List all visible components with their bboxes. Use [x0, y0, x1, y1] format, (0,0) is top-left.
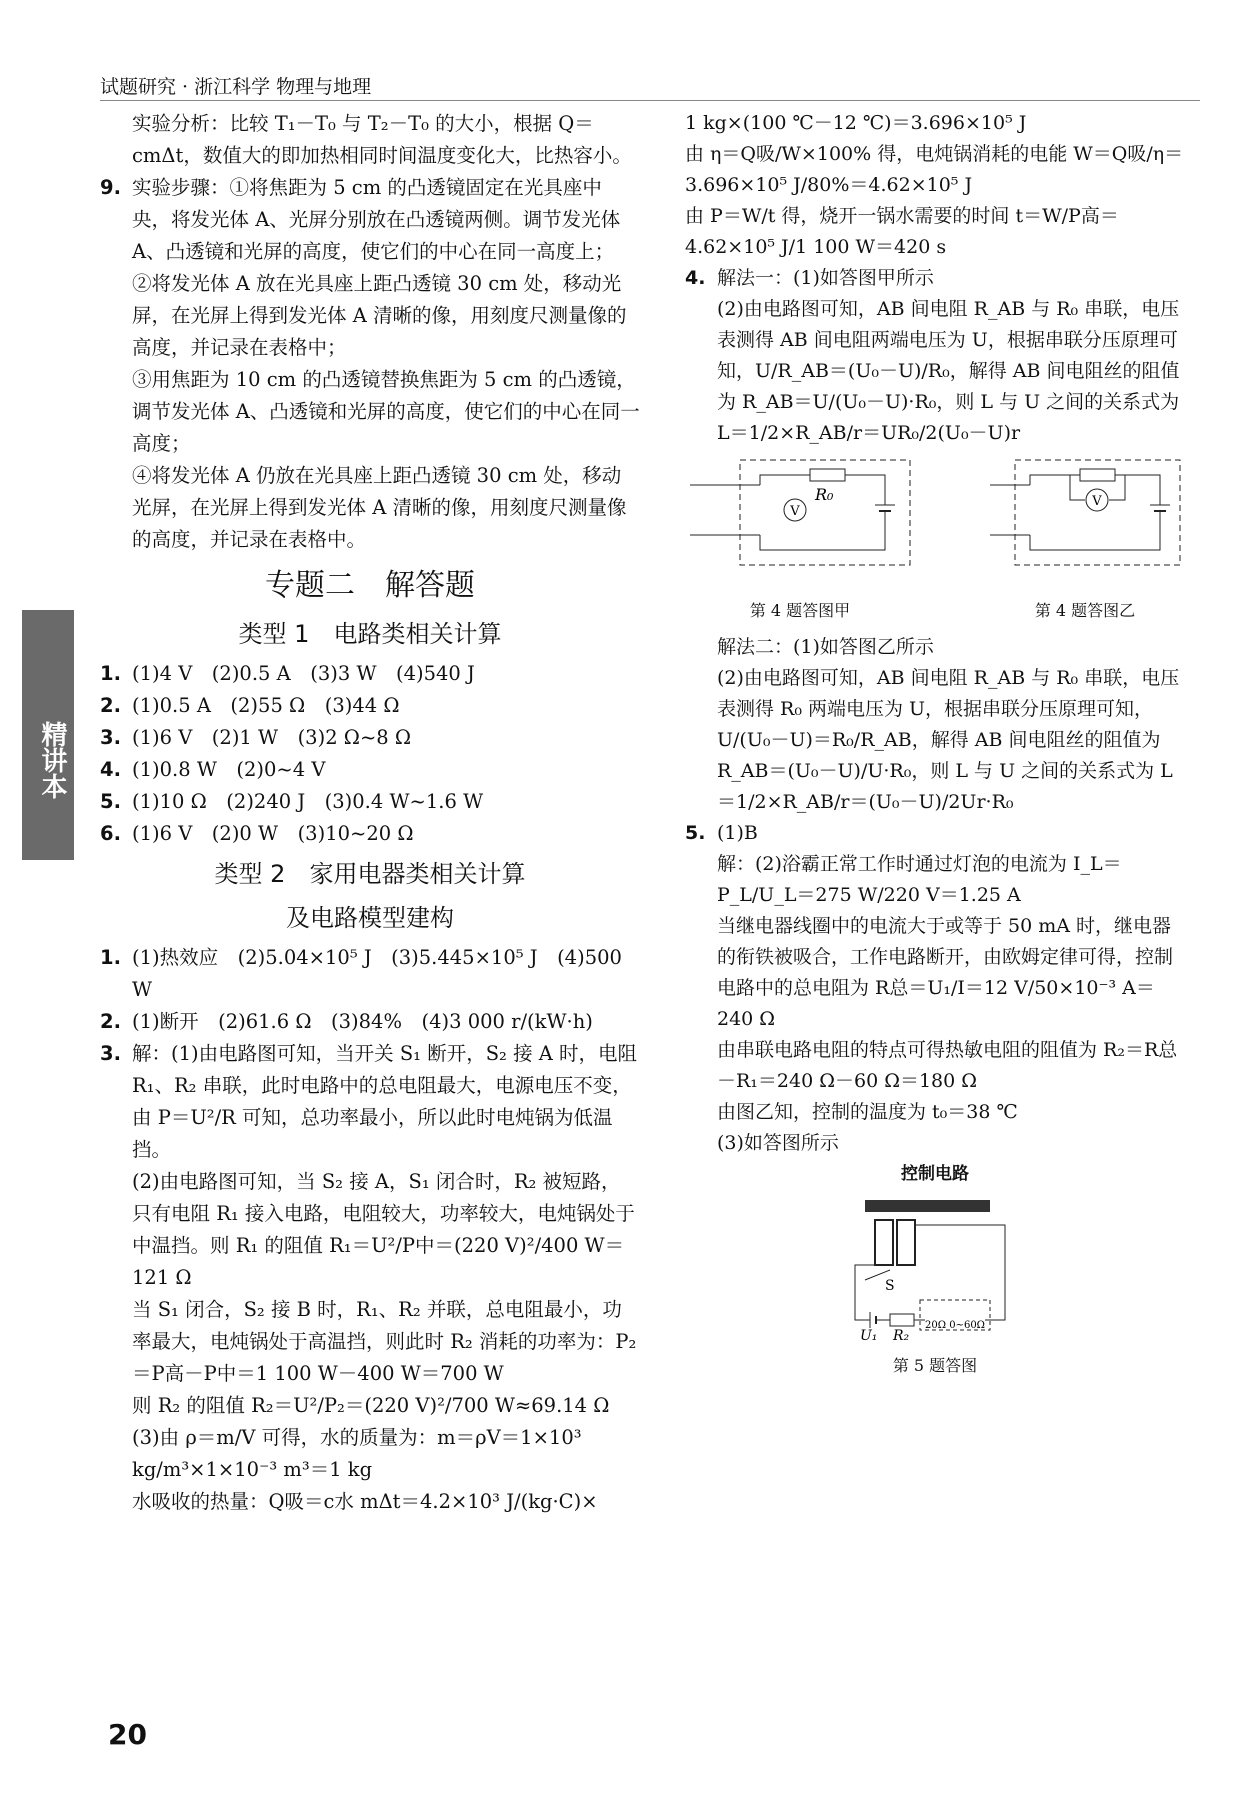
q9-line: ③用焦距为 10 cm 的凸透镜替换焦距为 5 cm 的凸透镜，调节发光体 A、凸透镜和光屏的高度，使它们的中心在同一高度；: [132, 368, 640, 455]
q3-line: 解：(1)由电路图可知，当开关 S₁ 断开，S₂ 接 A 时，电阻 R₁、R₂ 串联，此时电路中的总电阻最大，电源电压不变，由 P＝U²/R 可知，总功率最小，所以此时电炖锅为低温挡。: [132, 1042, 638, 1161]
item-text: (1)热效应 (2)5.04×10⁵ J (3)5.445×10⁵ J (4)500 W: [132, 946, 622, 1001]
coil: [897, 1220, 915, 1265]
wire: [1030, 511, 1160, 550]
cont-line: 由 P＝W/t 得，烧开一锅水需要的时间 t＝W/P高＝4.62×10⁵ J/1 100 W＝420 s: [685, 205, 1119, 258]
box-label: 20Ω 0~60Ω: [925, 1320, 985, 1331]
topic-heading: 专题二 解答题: [265, 568, 475, 603]
figure-5-caption: 第 5 题答图: [892, 1356, 978, 1375]
q5-line: 由串联电路电阻的特点可得热敏电阻的阻值为 R₂＝R总－R₁＝240 Ω－60 Ω＝180 Ω: [717, 1039, 1178, 1092]
question-4-method2: [685, 632, 1185, 818]
type2-heading: 类型 2 家用电器类相关计算: [214, 860, 526, 888]
q9-number: 9.: [100, 176, 121, 199]
item-number: 3.: [100, 726, 121, 749]
left-column: [100, 108, 640, 1518]
right-column: [685, 108, 1185, 1381]
q3-line: 水吸收的热量：Q吸＝c水 mΔt＝4.2×10³ J/(kg·C)×: [132, 1490, 598, 1513]
analysis-text: 实验分析：比较 T₁－T₀ 与 T₂－T₀ 的大小，根据 Q＝cmΔt，数值大的即加热相同时间温度变化大，比热容小。: [132, 112, 632, 167]
item-number: 5.: [100, 790, 121, 813]
figure-b-caption: 第 4 题答图乙: [1034, 601, 1136, 620]
item-number: 2.: [100, 694, 121, 717]
side-tab: 精讲本: [22, 610, 74, 860]
wire: [915, 1225, 1005, 1320]
u1-label: U₁: [860, 1328, 878, 1340]
wire: [845, 475, 885, 505]
item-text: (1)0.8 W (2)0~4 V: [132, 758, 326, 781]
q9-line: ②将发光体 A 放在光具座上距凸透镜 30 cm 处，移动光屏，在光屏上得到发光体 A 清晰的像，用刻度尺测量像的高度，并记录在表格中；: [132, 272, 627, 359]
item-number: 3.: [100, 1042, 121, 1065]
header-rule: [100, 100, 1200, 101]
q4-line: (2)由电路图可知，AB 间电阻 R_AB 与 R₀ 串联，电压表测得 AB 间电阻两端电压为 U，根据串联分压原理可知，U/R_AB＝(U₀－U)/R₀，解得 AB 间电阻丝的阻值为 R_AB＝U/(U₀－U)·R₀，则 L 与 U 之间的关系式为 L＝1/2×R_AB/r＝UR₀/2(U₀－U)r: [717, 298, 1180, 444]
wire: [1070, 475, 1085, 500]
type1-heading: 类型 1 电路类相关计算: [238, 620, 502, 648]
wire: [760, 475, 810, 485]
coil: [875, 1220, 893, 1265]
r0-label: R₀: [815, 485, 834, 504]
wire: [1030, 475, 1080, 485]
wire: [760, 511, 885, 550]
q5-line: (3)如答图所示: [717, 1132, 839, 1154]
q5-number: 5.: [685, 822, 706, 844]
q3-line: 当 S₁ 闭合，S₂ 接 B 时，R₁、R₂ 并联，总电阻最小，功率最大，电炖锅处于高温挡，则此时 R₂ 消耗的功率为：P₂＝P高－P中＝1 100 W－400 W＝700 W: [132, 1298, 637, 1385]
wire: [855, 1265, 875, 1320]
type1-list: [100, 658, 640, 850]
item-text: (1)10 Ω (2)240 J (3)0.4 W~1.6 W: [132, 790, 484, 813]
item-number: 6.: [100, 822, 121, 845]
item-text: (1)6 V (2)0 W (3)10~20 Ω: [132, 822, 414, 845]
figure-a-caption: 第 4 题答图甲: [749, 601, 851, 620]
type2-heading-line2: 及电路模型建构: [286, 904, 454, 932]
voltmeter-label: V: [1092, 494, 1102, 509]
item-text: (1)6 V (2)1 W (3)2 Ω~8 Ω: [132, 726, 412, 749]
q4-line: 解法一：(1)如答图甲所示: [717, 267, 934, 289]
wire: [1109, 475, 1125, 500]
q5-line: 由图乙知，控制的温度为 t₀＝38 ℃: [717, 1101, 1018, 1123]
voltmeter-label: V: [790, 504, 800, 519]
dashed-box: [1015, 460, 1180, 565]
figure-5: [685, 1159, 1185, 1381]
question-9: [100, 172, 640, 556]
switch-label: S: [885, 1278, 895, 1294]
q3-line: (2)由电路图可知，当 S₂ 接 A，S₁ 闭合时，R₂ 被短路，只有电阻 R₁ 接入电路，电阻较大，功率较大，电炖锅处于中温挡。则 R₁ 的阻值 R₁＝U²/P中＝(220 V)²/400 W＝121 Ω: [132, 1170, 635, 1289]
item-number: 2.: [100, 1010, 121, 1033]
item-number: 4.: [100, 758, 121, 781]
resistor-r0: [810, 469, 845, 481]
q4-figures: [685, 455, 1185, 626]
q5-line: 解：(2)浴霸正常工作时通过灯泡的电流为 I_L＝P_L/U_L＝275 W/220 V＝1.25 A: [717, 853, 1122, 906]
cont-line: 1 kg×(100 ℃－12 ℃)＝3.696×10⁵ J: [685, 112, 1027, 134]
q5-line: 当继电器线圈中的电流大于或等于 50 mA 时，继电器的衔铁被吸合，工作电路断开，由欧姆定律可得，控制电路中的总电阻为 R总＝U₁/I＝12 V/50×10⁻³ A＝240 Ω: [717, 915, 1174, 1030]
figure-b: [985, 455, 1185, 626]
r2-label: R₂: [893, 1328, 910, 1340]
question-5: [685, 818, 1185, 1159]
q3-line: (3)由 ρ＝m/V 可得，水的质量为：m＝ρV＝1×10³ kg/m³×1×10⁻³ m³＝1 kg: [132, 1426, 582, 1481]
resistor-r0: [1080, 469, 1115, 481]
figure-5-title: 控制电路: [901, 1164, 969, 1184]
q4-line: (2)由电路图可知，AB 间电阻 R_AB 与 R₀ 串联，电压表测得 R₀ 两端电压为 U，根据串联分压原理可知，U/(U₀－U)＝R₀/R_AB，解得 AB 间电阻丝的阻值为 R_AB＝(U₀－U)/U·R₀，则 L 与 U 之间的关系式为 L＝1/2×R_AB/r＝(U₀－U)/2Ur·R₀: [717, 667, 1180, 813]
item-text: (1)断开 (2)61.6 Ω (3)84% (4)3 000 r/(kW·h): [132, 1010, 593, 1033]
control-circuit: [845, 1190, 1025, 1340]
cont-line: 由 η＝Q吸/W×100% 得，电炖锅消耗的电能 W＝Q吸/η＝3.696×10⁵ J/80%＝4.62×10⁵ J: [685, 143, 1184, 196]
q9-line: ④将发光体 A 仍放在光具座上距凸透镜 30 cm 处，移动光屏，在光屏上得到发光体 A 清晰的像，用刻度尺测量像的高度，并记录在表格中。: [132, 464, 627, 551]
type2-list: [100, 942, 640, 1518]
q9-line: 实验步骤：①将焦距为 5 cm 的凸透镜固定在光具座中央，将发光体 A、光屏分别放在凸透镜两侧。调节发光体 A、凸透镜和光屏的高度，使它们的中心在同一高度上；: [132, 176, 621, 263]
resistor-r2: [890, 1314, 914, 1326]
circuit-a: [685, 455, 915, 585]
q3-line: 则 R₂ 的阻值 R₂＝U²/P₂＝(220 V)²/700 W≈69.14 Ω: [132, 1394, 610, 1417]
item-text: (1)4 V (2)0.5 A (3)3 W (4)540 J: [132, 662, 475, 685]
page-number: 20: [108, 1718, 147, 1751]
item-number: 1.: [100, 662, 121, 685]
question-4: [685, 263, 1185, 449]
running-header: 试题研究 · 浙江科学 物理与地理: [100, 76, 372, 98]
item-text: (1)0.5 A (2)55 Ω (3)44 Ω: [132, 694, 400, 717]
figure-a: [685, 455, 915, 626]
q4-line: 解法二：(1)如答图乙所示: [717, 636, 934, 658]
q4-number: 4.: [685, 267, 706, 289]
q5-line: (1)B: [717, 822, 758, 844]
item-number: 1.: [100, 946, 121, 969]
circuit-b: [985, 455, 1185, 585]
armature: [865, 1200, 990, 1212]
